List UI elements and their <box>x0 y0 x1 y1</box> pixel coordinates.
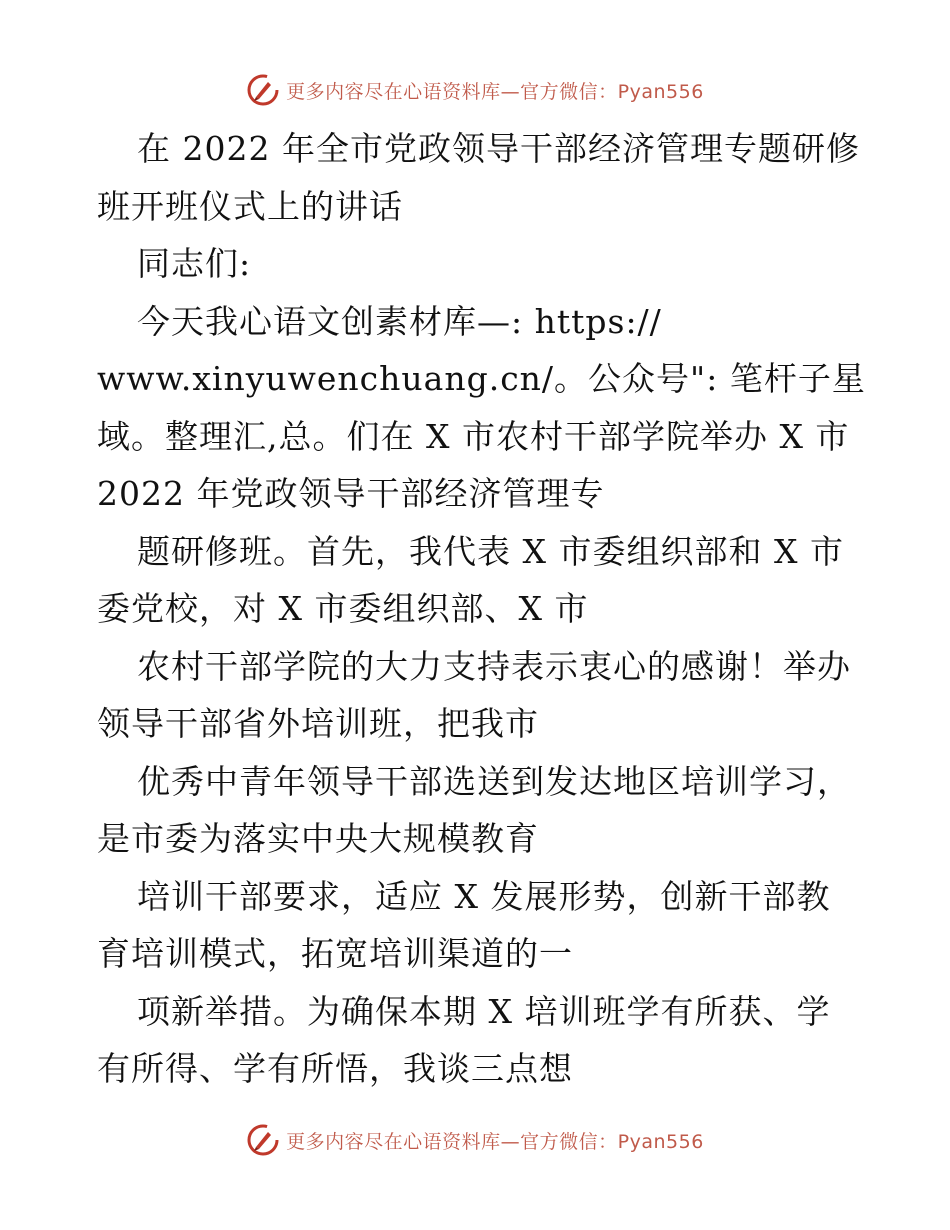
text-line: 在 2022 年全市党政领导干部经济管理专题研修 <box>137 129 860 168</box>
text-line: 农村干部学院的大力支持表示衷心的感谢！举办 <box>137 646 851 686</box>
text-line: 培训干部要求，适应 X 发展形势，创新干部教 <box>137 876 831 916</box>
quill-logo-icon <box>246 73 280 107</box>
text-line: 班开班仪式上的讲话 <box>97 186 403 226</box>
text-line: 今天我心语文创素材库—: https:// <box>137 301 662 341</box>
footer-watermark <box>0 1120 950 1160</box>
text-line: 域。整理汇,总。们在 X 市农村干部学院举办 X 市 <box>97 416 850 456</box>
text-line: 项新举措。为确保本期 X 培训班学有所获、学 <box>137 991 831 1031</box>
watermark-text: 更多内容尽在心语资料库—官方微信：Pyan556 <box>286 1130 704 1153</box>
watermark-wechat-id: Pyan556 <box>617 1130 704 1153</box>
watermark-text: 更多内容尽在心语资料库—官方微信：Pyan556 <box>286 80 704 103</box>
text-line: 有所得、学有所悟，我谈三点想 <box>97 1049 573 1088</box>
document-body <box>97 120 866 1098</box>
text-line: 题研修班。首先，我代表 X 市委组织部和 X 市 <box>137 531 844 571</box>
text-line: 2022 年党政领导干部经济管理专 <box>97 474 605 513</box>
text-line: 育培训模式，拓宽培训渠道的一 <box>97 934 573 973</box>
watermark-wechat-id: Pyan556 <box>617 80 704 103</box>
text-line: 领导干部省外培训班，把我市 <box>97 704 539 743</box>
text-line: 是市委为落实中央大规模教育 <box>97 819 539 858</box>
text-line: 优秀中青年领导干部选送到发达地区培训学习， <box>137 761 851 801</box>
header-watermark <box>0 70 950 110</box>
text-line: 委党校，对 X 市委组织部、X 市 <box>97 589 589 628</box>
text-line: www.xinyuwenchuang.cn/。公众号": 笔杆子星 <box>97 359 866 398</box>
text-line: 同志们: <box>137 244 252 283</box>
quill-logo-icon <box>246 1123 280 1157</box>
